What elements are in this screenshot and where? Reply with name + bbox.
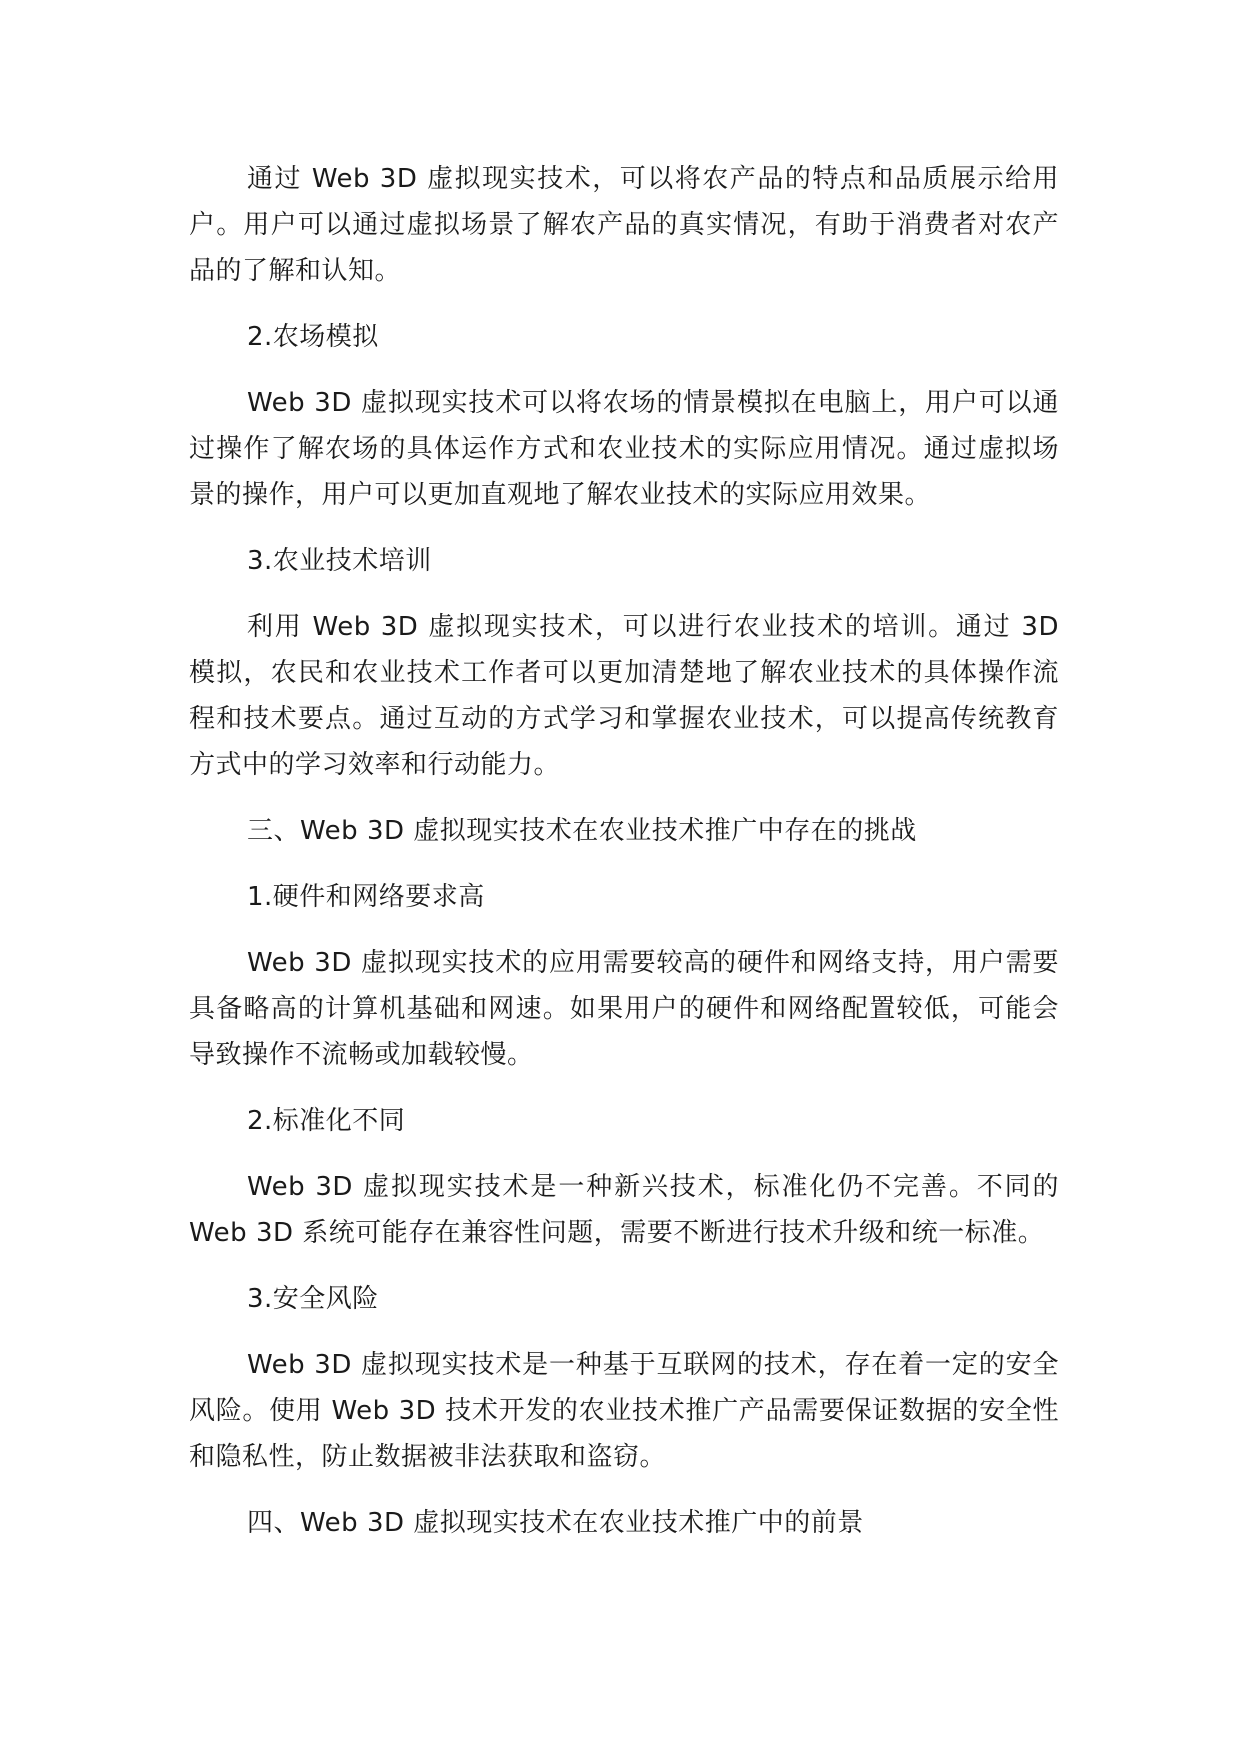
paragraph-tech-training: 利用 Web 3D 虚拟现实技术，可以进行农业技术的培训。通过 3D 模拟，农民和农业技术工作者可以更加清楚地了解农业技术的具体操作流程和技术要点。通过互动的方式学习和掌握农业技术，可以提高传统教育方式中的学习效率和行动能力。 (189, 612, 1059, 780)
subheading-hardware-network: 1.硬件和网络要求高 (247, 882, 485, 912)
paragraph-hardware-network: Web 3D 虚拟现实技术的应用需要较高的硬件和网络支持，用户需要具备略高的计算机基础和网速。如果用户的硬件和网络配置较低，可能会导致操作不流畅或加载较慢。 (189, 948, 1059, 1070)
subheading-farm-simulation: 2.农场模拟 (247, 322, 379, 352)
document-body (189, 156, 1059, 1566)
subheading-security-risk: 3.安全风险 (247, 1284, 379, 1314)
subheading-standardization: 2.标准化不同 (247, 1106, 406, 1136)
subheading-tech-training: 3.农业技术培训 (247, 546, 432, 576)
paragraph-security-risk: Web 3D 虚拟现实技术是一种基于互联网的技术，存在着一定的安全风险。使用 Web 3D 技术开发的农业技术推广产品需要保证数据的安全性和隐私性，防止数据被非法获取和盗窃。 (189, 1350, 1059, 1472)
paragraph-standardization: Web 3D 虚拟现实技术是一种新兴技术，标准化仍不完善。不同的 Web 3D 系统可能存在兼容性问题，需要不断进行技术升级和统一标准。 (189, 1172, 1059, 1248)
section-heading-prospects: 四、Web 3D 虚拟现实技术在农业技术推广中的前景 (247, 1508, 864, 1538)
paragraph-product-display: 通过 Web 3D 虚拟现实技术，可以将农产品的特点和品质展示给用户。用户可以通过虚拟场景了解农产品的真实情况，有助于消费者对农产品的了解和认知。 (189, 164, 1059, 286)
paragraph-farm-simulation: Web 3D 虚拟现实技术可以将农场的情景模拟在电脑上，用户可以通过操作了解农场的具体运作方式和农业技术的实际应用情况。通过虚拟场景的操作，用户可以更加直观地了解农业技术的实际应用效果。 (189, 388, 1059, 510)
section-heading-challenges: 三、Web 3D 虚拟现实技术在农业技术推广中存在的挑战 (247, 816, 917, 846)
